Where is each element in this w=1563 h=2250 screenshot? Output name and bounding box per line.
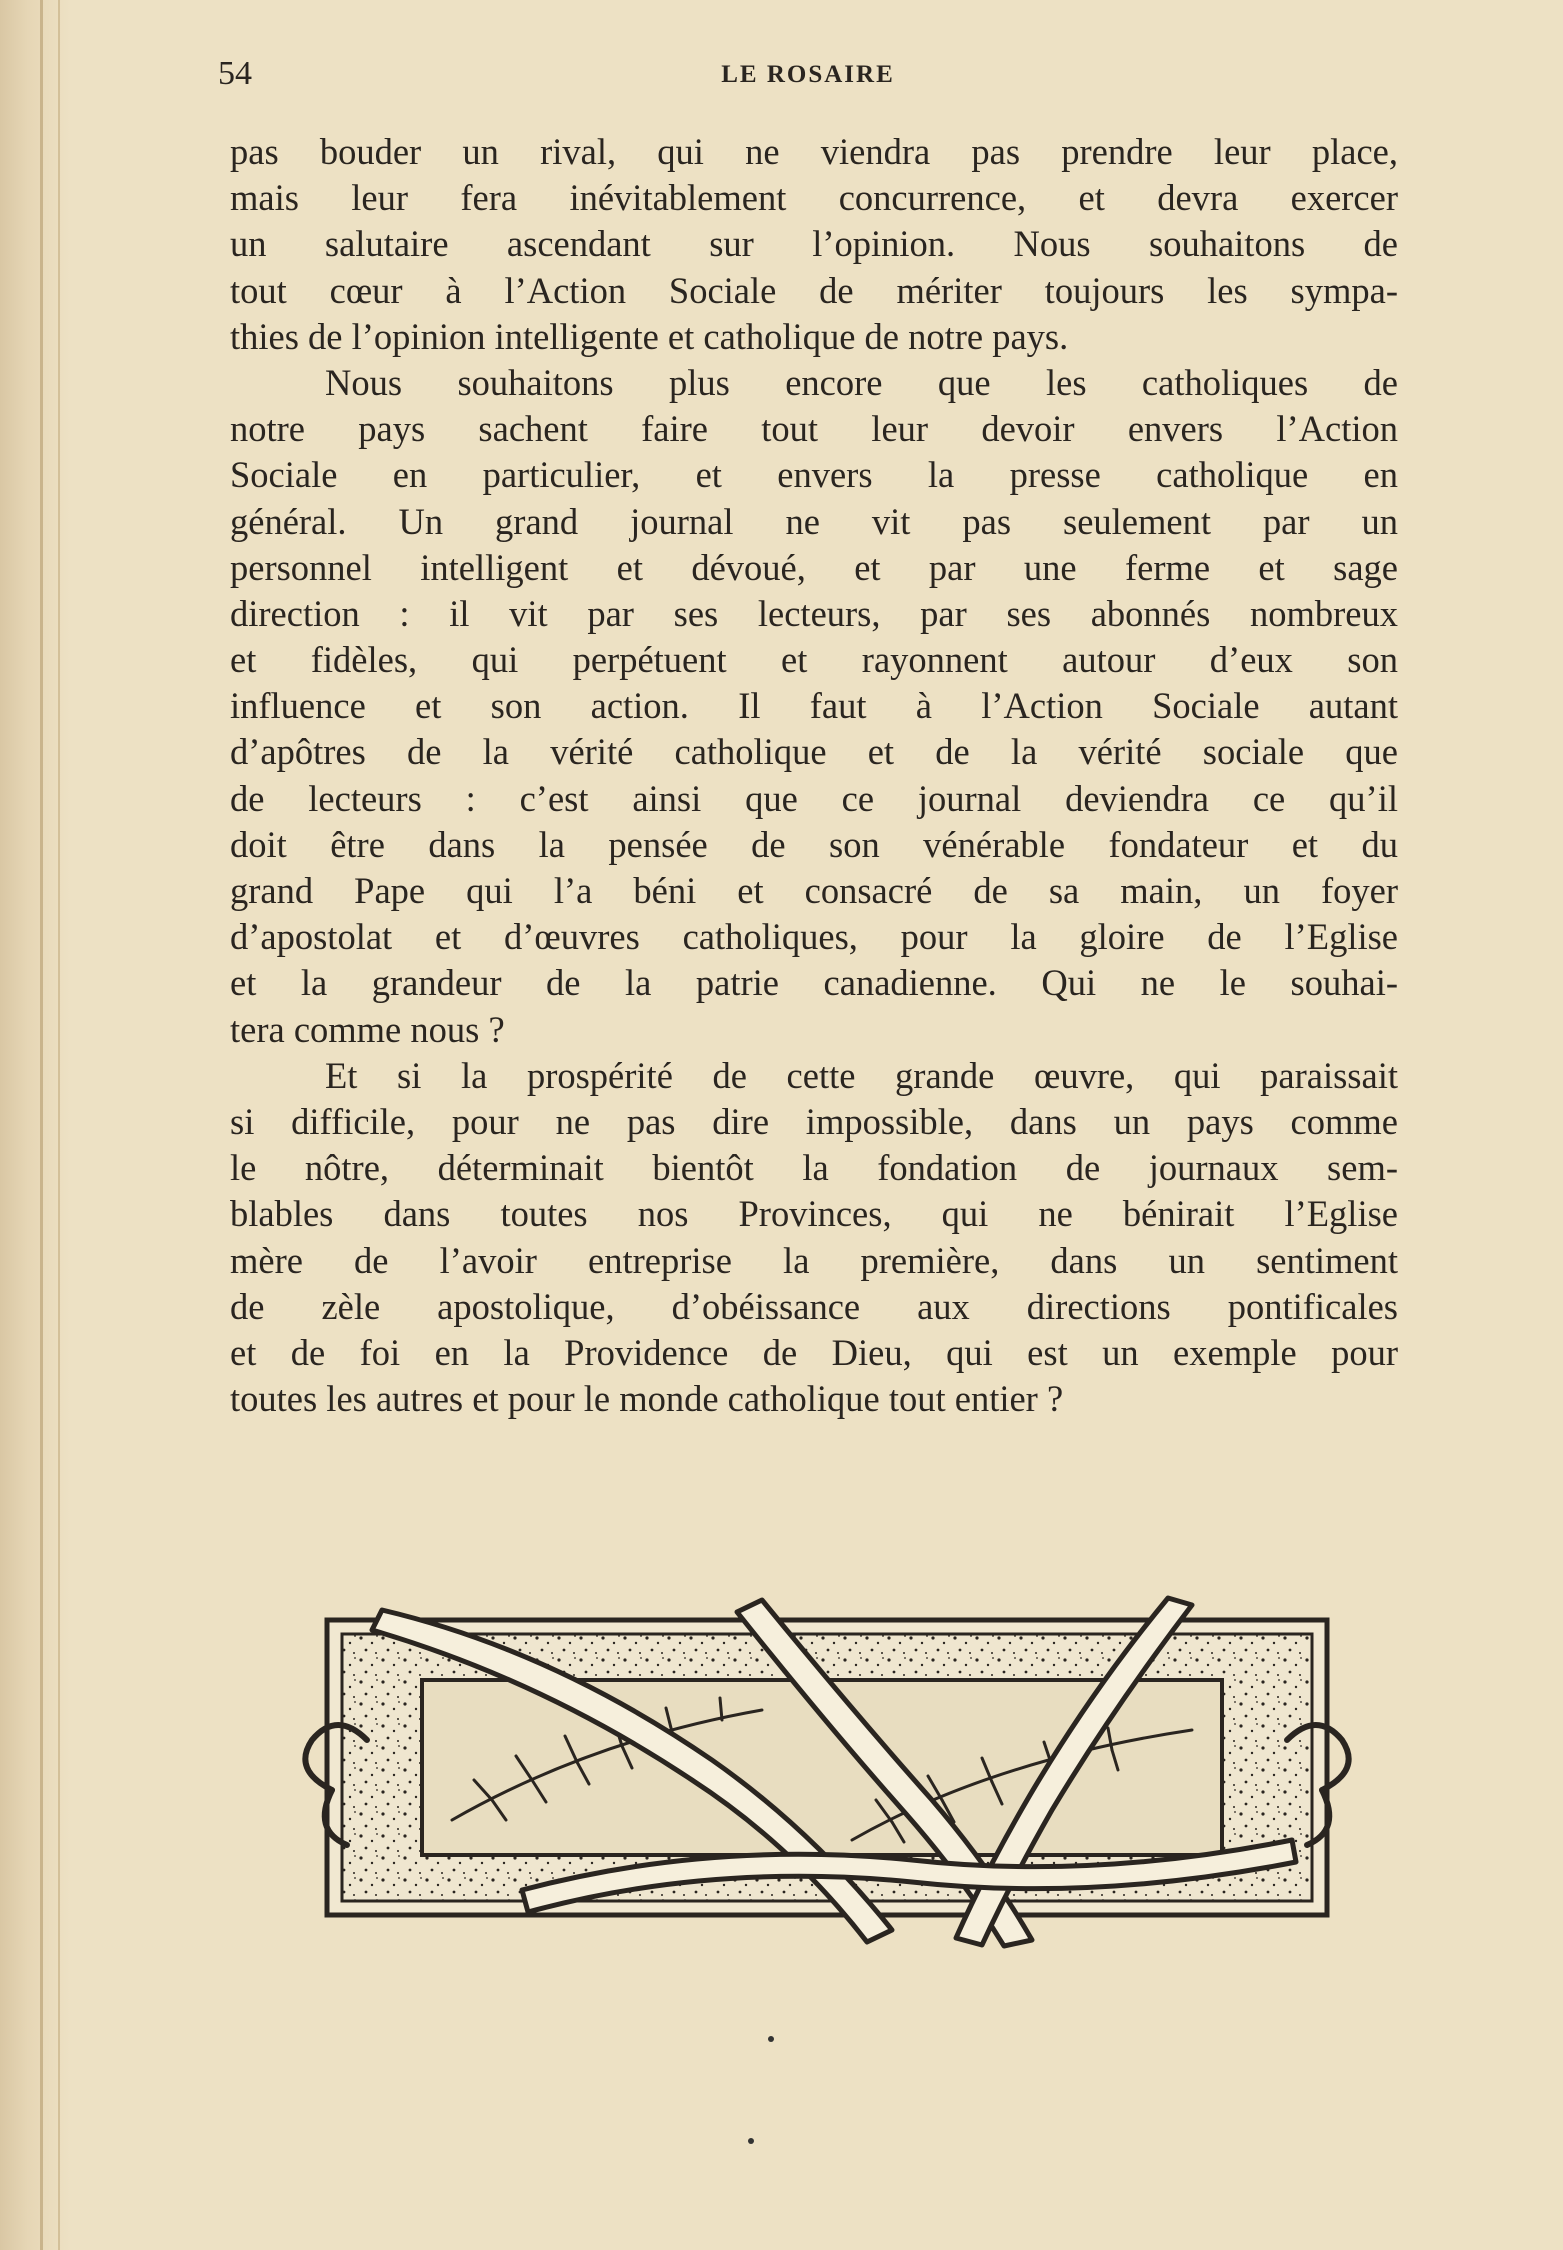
stray-mark (768, 2036, 774, 2042)
text-line: de zèle apostolique, d’obéissance aux directions pontificales (230, 1285, 1398, 1327)
text-line: Sociale en particulier, et envers la presse catholique en (230, 454, 1398, 496)
text-line: influence et son action. Il faut à l’Action Sociale autant (230, 685, 1398, 727)
fern-and-branches-vignette-icon (292, 1590, 1362, 1950)
paragraph-start-line: Nous souhaitons plus encore que les catholiques de (325, 361, 1398, 403)
text-line: d’apostolat et d’œuvres catholiques, pour la gloire de l’Eglise (230, 916, 1398, 958)
text-line: grand Pape qui l’a béni et consacré de sa main, un foyer (230, 870, 1398, 911)
stray-mark (748, 2138, 754, 2144)
text-line: doit être dans la pensée de son vénérable fondateur et du (230, 823, 1398, 865)
text-line: notre pays sachent faire tout leur devoir envers l’Action (230, 408, 1398, 450)
body-text (230, 129, 1398, 1422)
text-line: mais leur fera inévitablement concurrence, et devra exercer (230, 177, 1398, 219)
paragraph-start-line: Et si la prospérité de cette grande œuvre, qui paraissait (325, 1054, 1398, 1096)
text-line: un salutaire ascendant sur l’opinion. Nous souhaitons de (230, 223, 1398, 265)
text-line: blables dans toutes nos Provinces, qui ne bénirait l’Eglise (230, 1193, 1398, 1235)
page-edge (0, 0, 70, 2250)
binding-line-inner (58, 0, 60, 2250)
text-line: et fidèles, qui perpétuent et rayonnent autour d’eux son (230, 639, 1398, 681)
text-line: général. Un grand journal ne vit pas seulement par un (230, 500, 1398, 542)
running-head (218, 55, 1398, 105)
text-line: si difficile, pour ne pas dire impossible, dans un pays comme (230, 1100, 1398, 1142)
text-line: toutes les autres et pour le monde catholique tout entier ? (230, 1378, 1064, 1420)
text-line: tera comme nous ? (230, 1008, 505, 1050)
running-title: LE ROSAIRE (721, 61, 895, 88)
text-line: personnel intelligent et dévoué, et par une ferme et sage (230, 546, 1398, 588)
text-line: tout cœur à l’Action Sociale de mériter toujours les sympa- (230, 269, 1398, 311)
text-line: et la grandeur de la patrie canadienne. Qui ne le souhai- (230, 962, 1398, 1004)
text-line: direction : il vit par ses lecteurs, par ses abonnés nombreux (230, 592, 1398, 634)
text-line: et de foi en la Providence de Dieu, qui est un exemple pour (230, 1331, 1398, 1373)
text-line: mère de l’avoir entreprise la première, dans un sentiment (230, 1239, 1398, 1281)
text-line: de lecteurs : c’est ainsi que ce journal deviendra ce qu’il (230, 777, 1398, 819)
page-number: 54 (218, 55, 252, 92)
text-line: pas bouder un rival, qui ne viendra pas prendre leur place, (230, 131, 1398, 172)
binding-line (40, 0, 43, 2250)
text-line: d’apôtres de la vérité catholique et de la vérité sociale que (230, 731, 1398, 773)
text-line: thies de l’opinion intelligente et catholique de notre pays. (230, 315, 1069, 357)
text-line: le nôtre, déterminait bientôt la fondation de journaux sem- (230, 1147, 1398, 1189)
